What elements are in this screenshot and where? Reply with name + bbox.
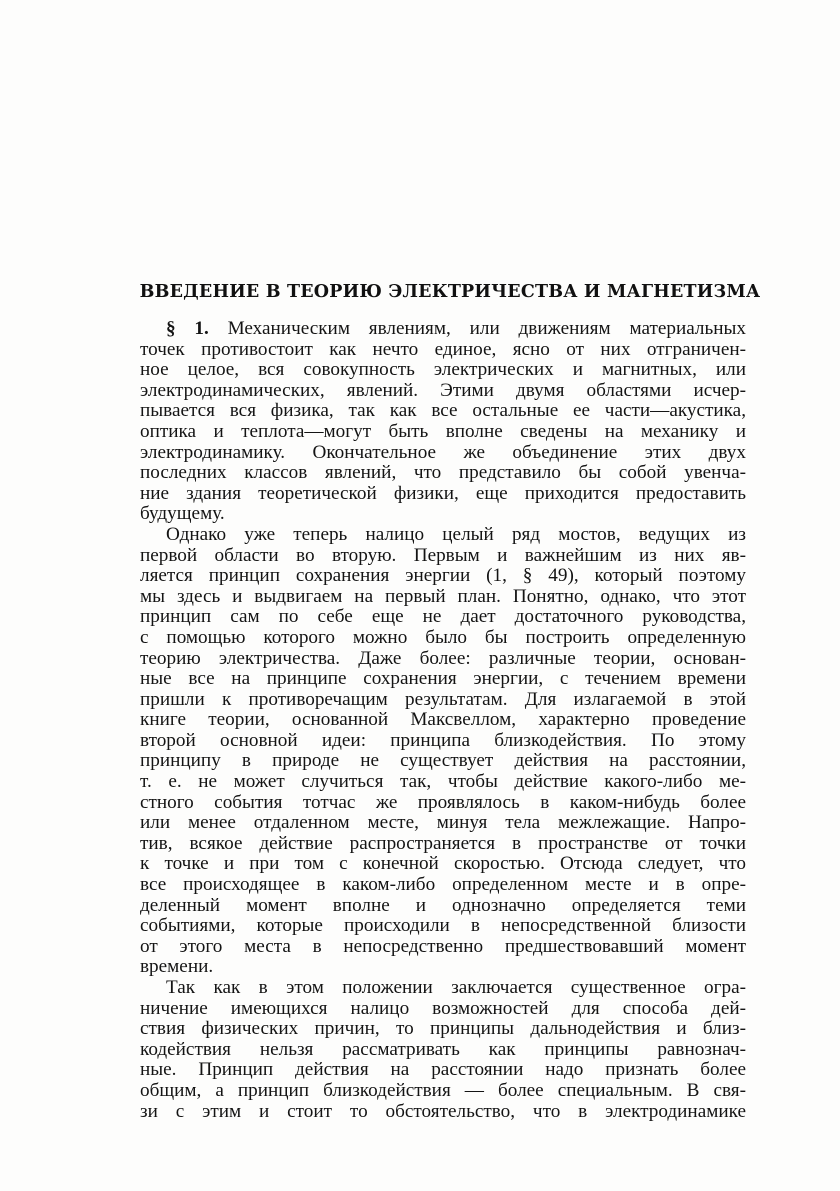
text-line: принципу в природе не существует действия на расстоянии, [140, 750, 746, 772]
text-line: ничение имеющихся налицо возможностей для способа дей- [140, 997, 746, 1019]
text-line: от этого места в непосредственно предшествовавший момент [140, 935, 746, 957]
text-line: § 1. Механическим явлениям, или движениям материальных [166, 318, 747, 339]
text-line: пывается вся физика, так как все остальные ее части—акустика, [140, 400, 746, 422]
text-line: общим, а принцип близкодействия — более специальным. В свя- [140, 1079, 746, 1101]
text-line: Так как в этом положении заключается существенное огра- [166, 977, 746, 998]
text-line: или менее отдаленном месте, минуя тела межлежащие. Напро- [140, 812, 746, 834]
text-line: пришли к противоречащим результатам. Для излагаемой в этой [140, 688, 746, 710]
text-line: все происходящее в каком-либо определенном месте и в опре- [140, 874, 746, 896]
paragraph-3 [140, 978, 746, 1122]
text-line: Однако уже теперь налицо целый ряд мостов, ведущих из [166, 523, 746, 545]
text-line: ные все на принципе сохранения энергии, с течением времени [140, 668, 746, 690]
text-line: электродинамических, явлений. Этими двумя областями исчер- [140, 379, 746, 401]
text-line: первой области во вторую. Первым и важнейшим из них яв- [140, 544, 746, 566]
text-line: зи с этим и стоит то обстоятельство, что в электродинамике [140, 1100, 746, 1122]
text-line: точек противостоит как нечто единое, ясно от них отграничен- [140, 338, 746, 360]
text-line: событиями, которые происходили в непосредственной близости [140, 915, 746, 937]
text-line: кодействия нельзя рассматривать как принципы равнознач- [140, 1038, 746, 1060]
text-line: времени. [140, 956, 214, 978]
text-line: ние здания теоретической физики, еще приходится предоставить [140, 482, 746, 504]
text-line: последних классов явлений, что представило бы собой увенча- [140, 462, 746, 484]
text-line: стного события тотчас же проявлялось в каком-нибудь более [140, 791, 746, 813]
paragraph-2 [140, 525, 746, 978]
text-line: теорию электричества. Даже более: различные теории, основан- [140, 647, 746, 669]
text-line: с помощью которого можно было бы построить определенную [140, 626, 746, 648]
text-line: принцип сам по себе еще не дает достаточного руководства, [140, 606, 746, 628]
text-line: второй основной идеи: принципа близкодействия. По этому [140, 729, 746, 751]
text-line: т. е. не может случиться так, чтобы действие какого-либо ме- [140, 771, 746, 793]
paragraph-1 [140, 319, 746, 525]
text-line: ное целое, вся совокупность электрических и магнитных, или [140, 359, 746, 381]
chapter-title: ВВЕДЕНИЕ В ТЕОРИЮ ЭЛЕКТРИЧЕСТВА И МАГНЕТИЗМА [139, 282, 761, 302]
text-line: к точке и при том с конечной скоростью. Отсюда следует, что [140, 853, 746, 875]
text-line: мы здесь и выдвигаем на первый план. Понятно, однако, что этот [140, 585, 746, 607]
text-line: книге теории, основанной Максвеллом, характерно проведение [140, 709, 746, 731]
text-line: тив, всякое действие распространяется в пространстве от точки [140, 832, 746, 854]
text-line: ляется принцип сохранения энергии (1, § 49), который поэтому [140, 565, 746, 587]
page-body-text [140, 319, 746, 1122]
text-line: деленный момент вполне и однозначно определяется теми [140, 894, 746, 916]
text-line: будущему. [140, 503, 225, 525]
text-line: оптика и теплота—могут быть вполне сведены на механику и [140, 420, 746, 442]
text-line: ные. Принцип действия на расстоянии надо признать более [140, 1059, 746, 1081]
text-line: ствия физических причин, то принципы дальнодействия и близ- [140, 1018, 746, 1040]
text-line: электродинамику. Окончательное же объединение этих двух [140, 441, 746, 463]
section-number: § 1. [166, 318, 209, 339]
